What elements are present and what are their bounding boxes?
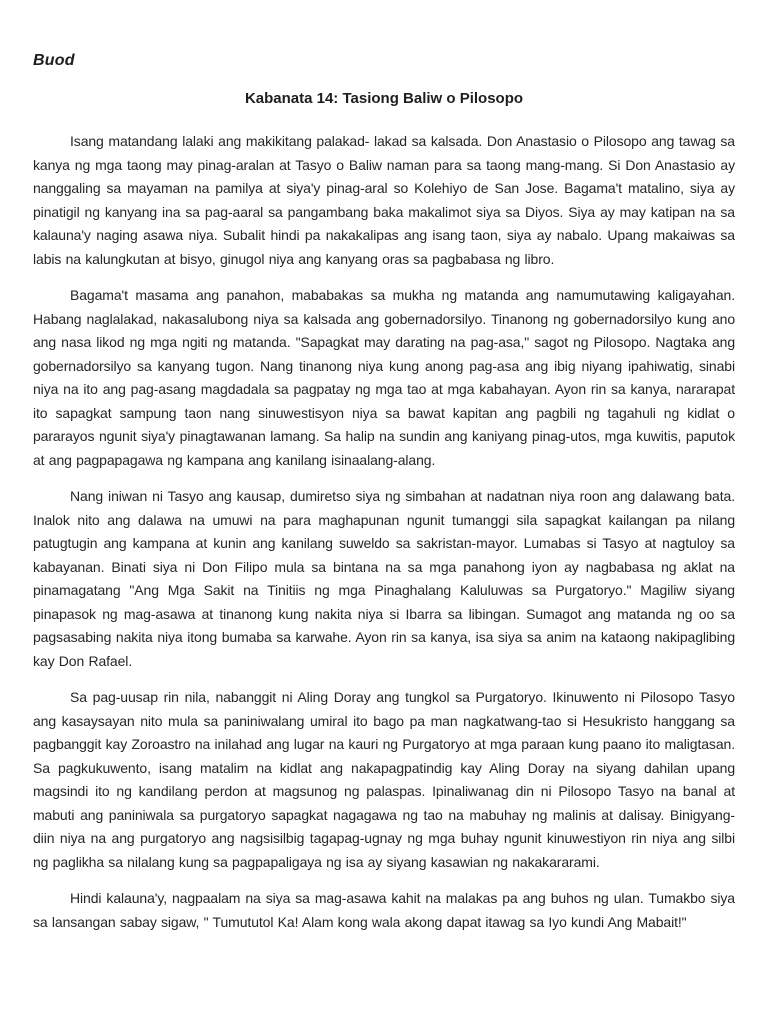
paragraph: Sa pag-uusap rin nila, nabanggit ni Aling Doray ang tungkol sa Purgatoryo. Ikinuwento ni Pilosopo Tasyo ang kasaysayan nito mula sa paniniwalang umiral ito bago pa man nagkatwang-tao si Hesukristo hanggang sa pagbanggit kay Zoroastro na inilahad ang lugar na kauri ng Purgatoryo at mga paraan kung paano ito maligtasan. Sa pagkukuwento, isang matalim na kidlat ang nakapagpatindig kay Aling Doray na siyang dahilan upang magsindi ito ng kandilang perdon at magsunog ng palaspas. Ipinaliwanag din ni Pilosopo Tasyo na banal at mabuti ang paniniwala sa purgatoryo sapagkat nagagawa ng tao na mabuhay ng malinis at dalisay. Binigyang-diin niya na ang purgatoryo ang nagsisilbig tagapag-ugnay ng mga buhay ngunit kinuwestiyon rin niya ang silbi ng paglikha sa nilalang kung sa pagpapaligaya ng isa ay siyang kasawian ng nakakararami. [33,689,735,870]
paragraph: Nang iniwan ni Tasyo ang kausap, dumiretso siya ng simbahan at nadatnan niya roon ang dalawang bata. Inalok nito ang dalawa na umuwi na para maghapunan ngunit tumanggi sila sapagkat kailangan pa nilang patugtugin ang kampana at kunin ang kanilang suweldo sa sakristan-mayor. Lumabas si Tasyo at nagtuloy sa kabayanan. Binati siya ni Don Filipo mula sa bintana na sa mga panahong iyon ay nagbabasa ng aklat na pinamagatang "Ang Mga Sakit na Tinitiis ng mga Pinaghalang Kaluluwas sa Purgatoryo." Magiliw siyang pinapasok ng mag-asawa at tinanong kung nakita niya si Ibarra sa libingan. Sumagot ang matanda ng oo sa pagsasabing nakita niya itong bumaba sa karwahe. Ayon rin sa kanya, isa siya sa anim na kataong nakipaglibing kay Don Rafael. [33,488,735,669]
paragraph: Isang matandang lalaki ang makikitang palakad- lakad sa kalsada. Don Anastasio o Pilosopo ang tawag sa kanya ng mga taong may pinag-aralan at Tasyo o Baliw naman para sa taong mang-mang. Si Don Anastasio ay nanggaling sa mayaman na pamilya at siya'y pinag-aral so Kolehiyo de San Jose. Bagama't matalino, siya ay pinatigil ng kanyang ina sa pag-aaral sa pangambang baka makalimot siya sa Diyos. Siya ay may katipan na sa kalauna'y naging asawa niya. Subalit hindi pa nakakalipas ang isang taon, siya ay nabalo. Upang makaiwas sa labis na kalungkutan at bisyo, ginugol niya ang kanyang oras sa pagbabasa ng libro. [33,133,735,267]
paragraph: Bagama't masama ang panahon, mababakas sa mukha ng matanda ang namumutawing kaligayahan. Habang naglalakad, nakasalubong niya sa kalsada ang gobernadorsilyo. Tinanong ng gobernadorsilyo kung ano ang nasa likod ng mga ngiti ng matanda. "Sapagkat may darating na pag-asa," sagot ng Pilosopo. Nagtaka ang gobernadorsilyo sa kanyang tugon. Nang tinanong niya kung anong pag-asa ang ibig niyang ipahiwatig, sinabi niya na ito ang pag-asang magdadala sa pagpatay ng mga tao at mga kabahayan. Ayon rin sa kanya, nararapat ito sapagkat sampung taon nang sinuwestisyon niya sa bawat kapitan ang pagbili ng tagahuli ng kidlat o pararayos ngunit siya'y pinagtawanan lamang. Sa halip na sundin ang kaniyang pinag-utos, mga kuwitis, paputok at ang pagpapagawa ng kampana ang kanilang isinaalang-alang. [33,287,735,468]
chapter-heading: Kabanata 14: Tasiong Baliw o Pilosopo [244,90,524,107]
section-label: Buod [33,52,75,69]
paragraph: Hindi kalauna'y, nagpaalam na siya sa mag-asawa kahit na malakas pa ang buhos ng ulan. Tumakbo siya sa lansangan sabay sigaw, " Tumututol Ka! Alam kong wala akong dapat itawag sa Iyo kundi Ang Mabait!" [33,890,735,930]
document-body [0,130,768,934]
